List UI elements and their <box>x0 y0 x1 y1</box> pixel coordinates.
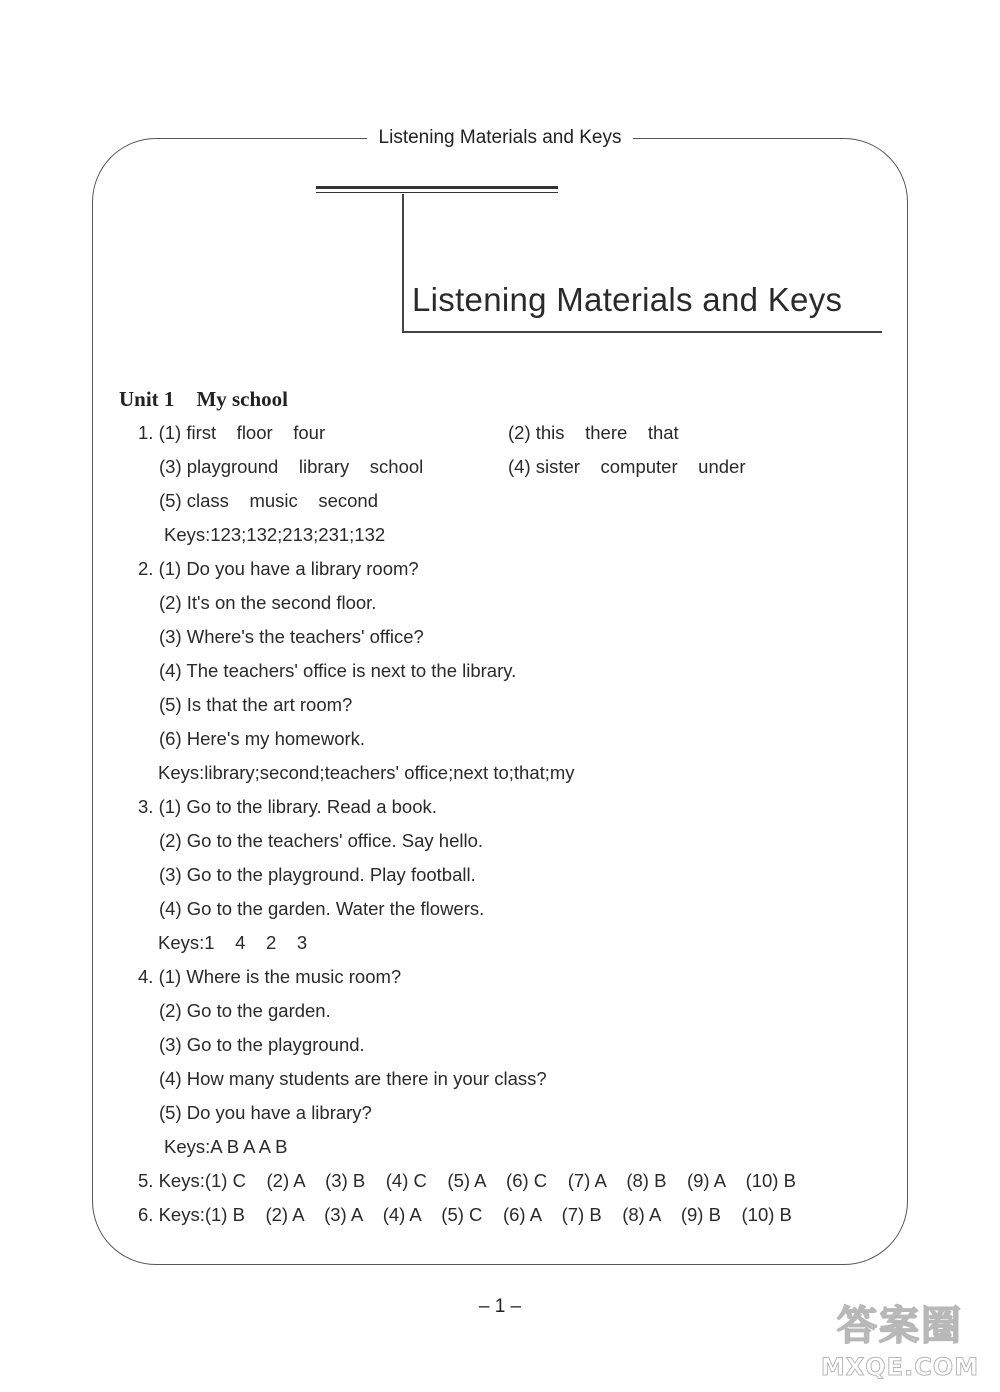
unit-label: Unit 1 <box>119 387 175 411</box>
title-underline <box>402 331 882 333</box>
text-line: (5) Do you have a library? <box>159 1102 372 1123</box>
text-line-col2: (4) sister computer under <box>508 456 746 477</box>
text-line: 1. (1) first floor four <box>138 422 326 443</box>
text-line: (2) Go to the teachers' office. Say hello. <box>159 830 484 851</box>
text-line: Keys:library;second;teachers' office;next to;that;my <box>158 762 575 783</box>
text-line: (6) Here's my homework. <box>159 728 366 749</box>
watermark-bottom-text: MXQE.COM <box>820 1353 980 1381</box>
text-line: 2. (1) Do you have a library room? <box>138 558 419 579</box>
running-head-text: Listening Materials and Keys <box>367 124 634 152</box>
text-line: 5. Keys:(1) C (2) A (3) B (4) C (5) A (6) C (7) A (8) B (9) A (10) B <box>138 1170 796 1191</box>
watermark-logo <box>810 1300 990 1384</box>
text-line: (2) Go to the garden. <box>159 1000 331 1021</box>
text-line: 3. (1) Go to the library. Read a book. <box>138 796 437 817</box>
text-line: (4) How many students are there in your class? <box>159 1068 547 1089</box>
text-line: (4) Go to the garden. Water the flowers. <box>159 898 485 919</box>
text-line: 6. Keys:(1) B (2) A (3) A (4) A (5) C (6) A (7) B (8) A (9) B (10) B <box>138 1204 792 1225</box>
text-line: (5) Is that the art room? <box>159 694 353 715</box>
text-line: Keys:A B A A B <box>164 1136 288 1157</box>
text-line: (3) playground library school <box>159 456 424 477</box>
text-line: (2) It's on the second floor. <box>159 592 377 613</box>
page-title: Listening Materials and Keys <box>412 281 843 318</box>
title-decor-bar <box>316 186 558 189</box>
unit-heading <box>119 384 288 414</box>
running-head <box>0 124 1000 152</box>
text-line: (4) The teachers' office is next to the library. <box>159 660 517 681</box>
text-line-col2: (2) this there that <box>508 422 679 443</box>
title-decor-bar-thin <box>316 192 558 193</box>
page-number: – 1 – <box>478 1296 522 1317</box>
text-line: (3) Where's the teachers' office? <box>159 626 424 647</box>
unit-name: My school <box>196 387 289 411</box>
text-line: (3) Go to the playground. Play football. <box>159 864 476 885</box>
title-decor-vertical <box>402 194 404 332</box>
text-line: Keys:123;132;213;231;132 <box>164 524 386 545</box>
text-line: 4. (1) Where is the music room? <box>138 966 402 987</box>
watermark-top-text: 答案圈 <box>837 1303 963 1349</box>
text-line: Keys:1 4 2 3 <box>158 932 308 953</box>
text-line: (5) class music second <box>159 490 378 511</box>
text-line: (3) Go to the playground. <box>159 1034 365 1055</box>
